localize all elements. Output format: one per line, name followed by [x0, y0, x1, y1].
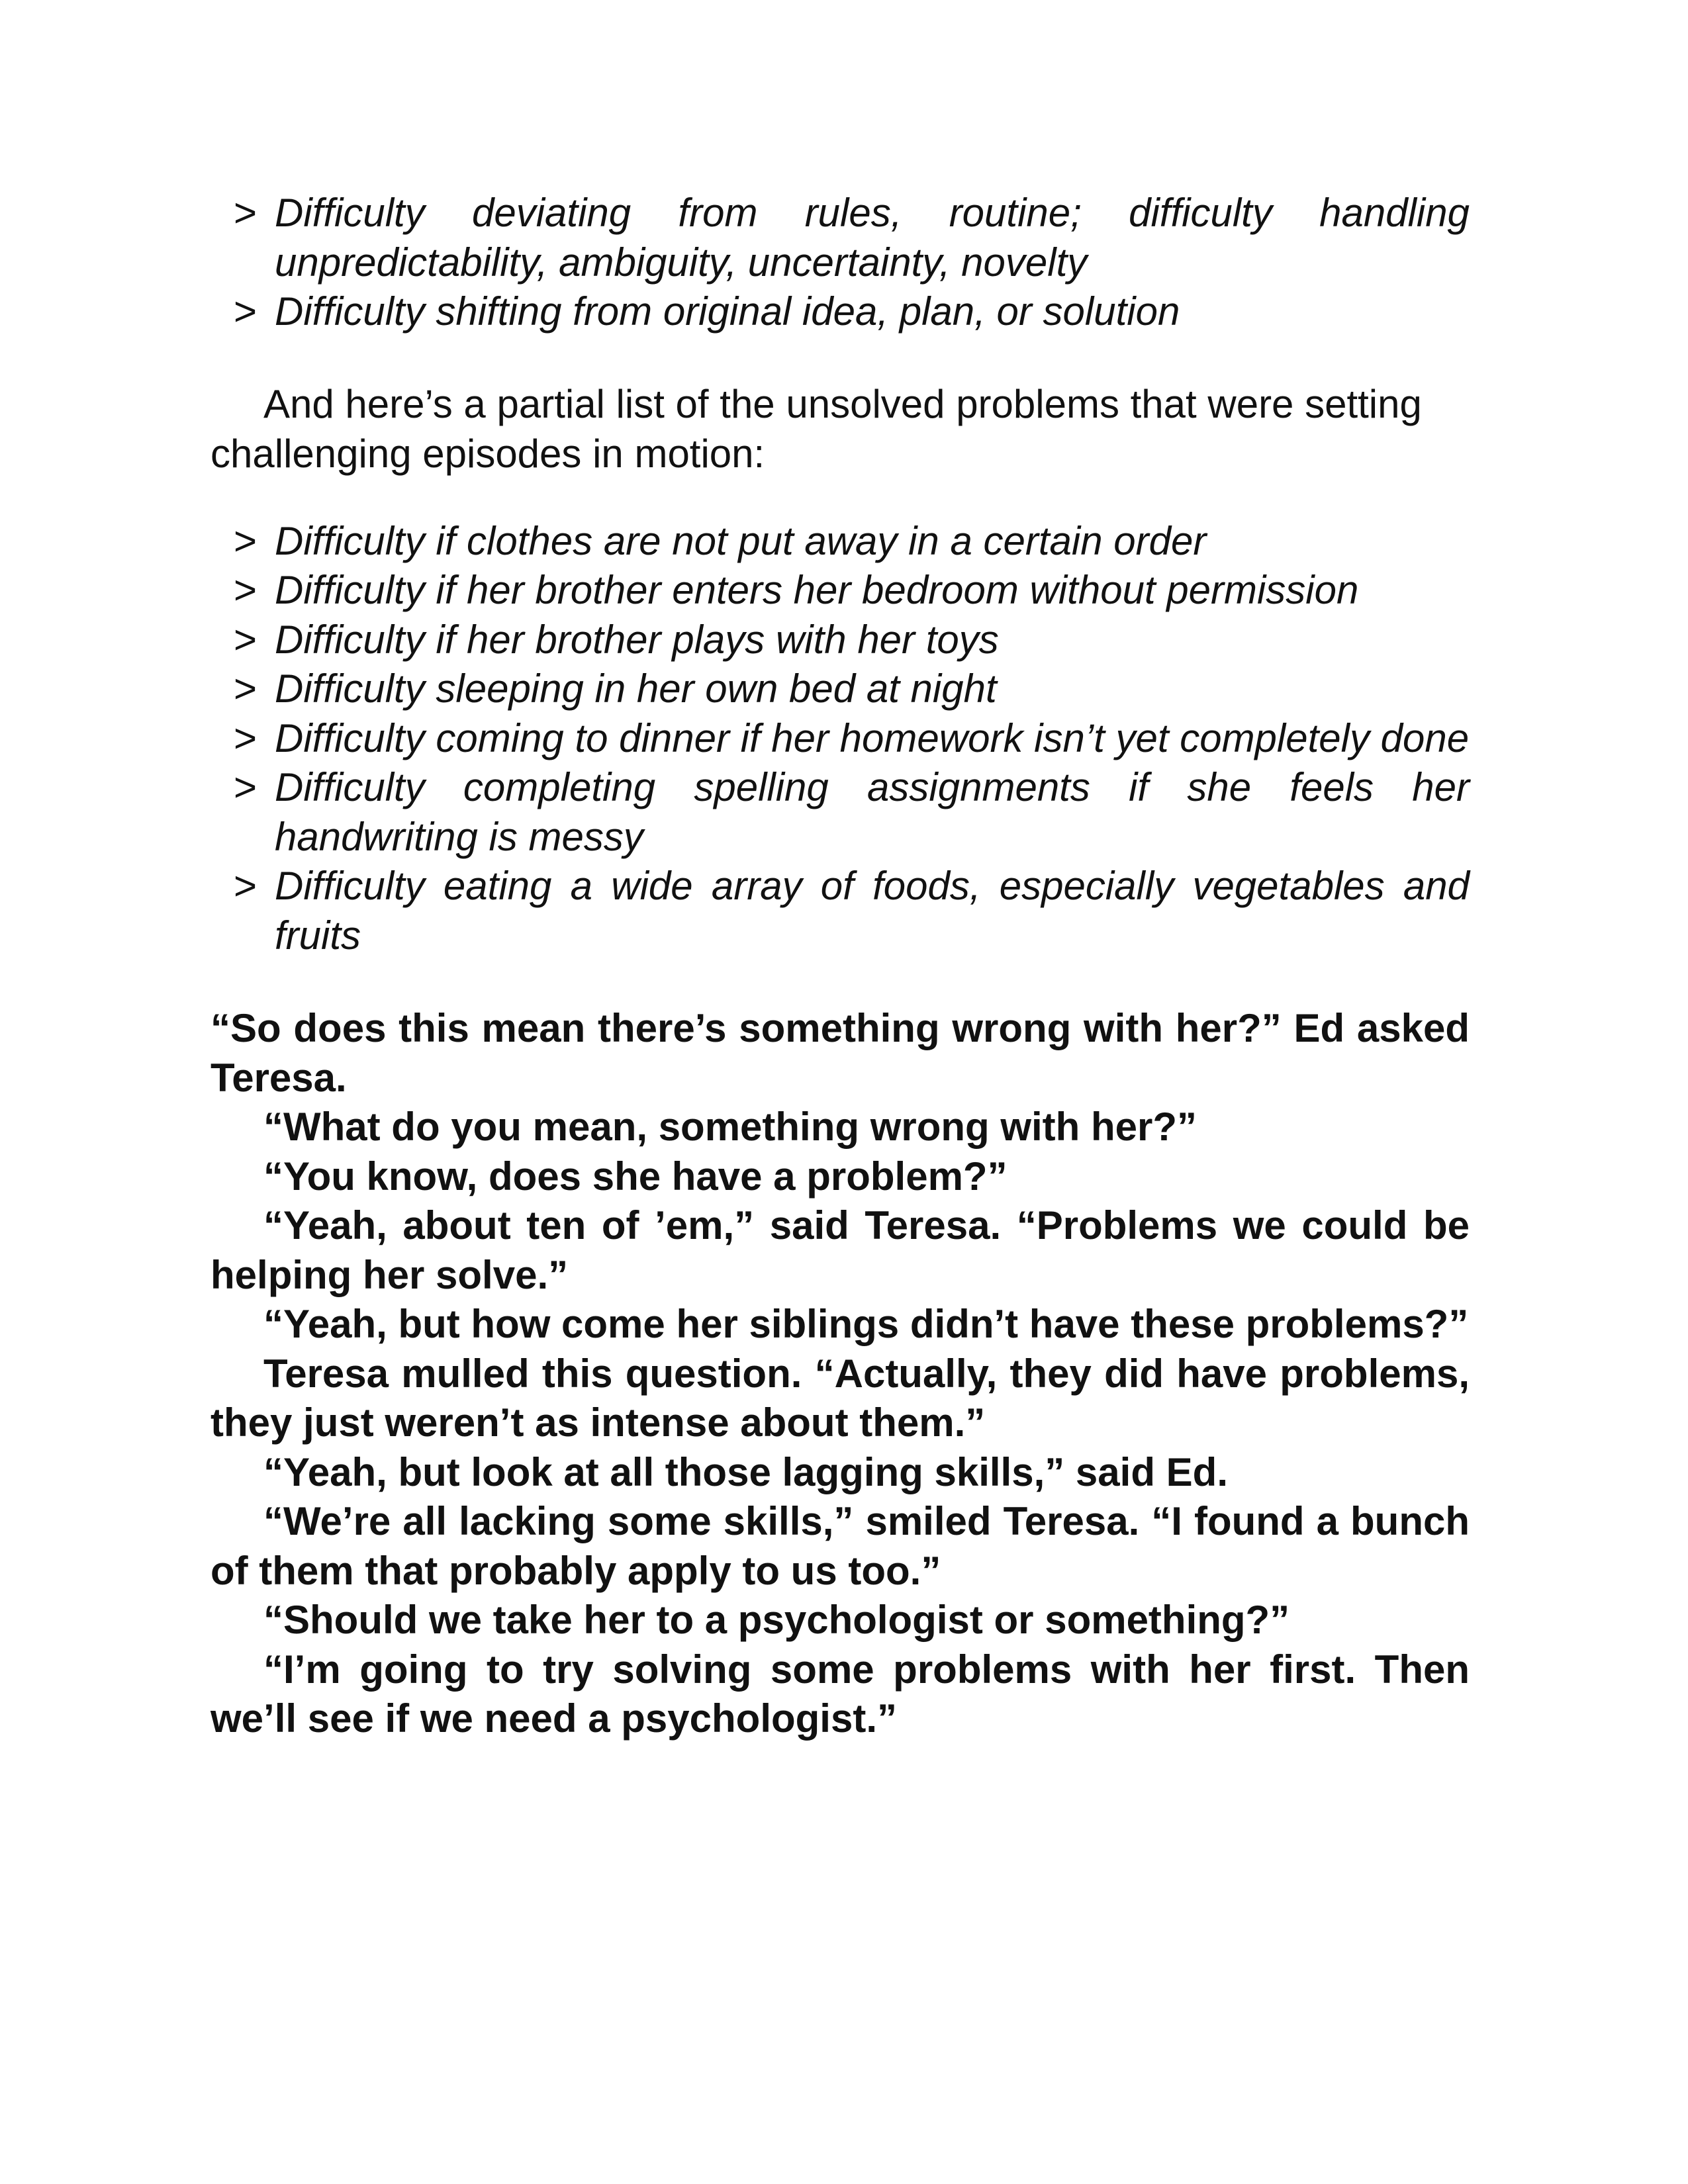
- list-item: [211, 189, 1470, 287]
- list-marker: >: [234, 617, 258, 662]
- dialogue-paragraph: “You know, does she have a problem?”: [263, 1154, 1008, 1199]
- dialogue-paragraph: “Yeah, but look at all those lagging skills,” said Ed.: [263, 1449, 1228, 1494]
- document-page: [211, 189, 1470, 1744]
- list-item: [211, 862, 1470, 960]
- list-item: [211, 664, 1470, 714]
- list-item-text: Difficulty shifting from original idea, plan, or solution: [275, 289, 1180, 334]
- list-item: [211, 517, 1470, 567]
- dialogue-paragraph: “Should we take her to a psychologist or something?”: [263, 1598, 1290, 1642]
- list-item-text: Difficulty deviating from rules, routine; difficulty handling unpredictability, ambiguity, uncertainty, novelty: [275, 191, 1470, 285]
- lagging-skills-list: [211, 189, 1470, 337]
- list-item-text: Difficulty sleeping in her own bed at night: [275, 666, 997, 711]
- list-item: [211, 763, 1470, 862]
- list-item-text: Difficulty if her brother enters her bedroom without permission: [275, 568, 1359, 612]
- list-marker: >: [234, 518, 258, 563]
- list-marker: >: [234, 191, 258, 235]
- dialogue-paragraph: “Yeah, but how come her siblings didn’t have these problems?”: [263, 1302, 1469, 1346]
- list-item: [211, 566, 1470, 615]
- dialogue-section: [211, 1004, 1470, 1744]
- list-item-text: Difficulty if her brother plays with her toys: [275, 617, 999, 662]
- dialogue-paragraph: Teresa mulled this question. “Actually, they did have problems, they just weren’t as intense about them.”: [211, 1351, 1470, 1445]
- dialogue-paragraph: “So does this mean there’s something wrong with her?” Ed asked Teresa.: [211, 1006, 1470, 1100]
- list-marker: >: [234, 715, 258, 760]
- list-marker: >: [234, 568, 258, 612]
- list-item: [211, 287, 1470, 337]
- list-item-text: Difficulty completing spelling assignments if she feels her handwriting is messy: [275, 765, 1470, 859]
- list-marker: >: [234, 289, 258, 334]
- list-marker: >: [234, 666, 258, 711]
- list-marker: >: [234, 864, 258, 908]
- dialogue-paragraph: “I’m going to try solving some problems with her first. Then we’ll see if we need a psychologist.”: [211, 1647, 1470, 1741]
- list-item-text: Difficulty if clothes are not put away in a certain order: [275, 518, 1207, 563]
- unsolved-problems-list: [211, 517, 1470, 961]
- list-marker: >: [234, 765, 258, 809]
- list-item-text: Difficulty eating a wide array of foods, especially vegetables and fruits: [275, 864, 1470, 958]
- list-item-text: Difficulty coming to dinner if her homework isn’t yet completely done: [275, 715, 1470, 760]
- intro-paragraph: And here’s a partial list of the unsolved problems that were setting challenging episodes in motion:: [211, 381, 1422, 476]
- dialogue-paragraph: “What do you mean, something wrong with her?”: [263, 1105, 1197, 1149]
- list-item: [211, 714, 1470, 764]
- dialogue-paragraph: “Yeah, about ten of ’em,” said Teresa. “Problems we could be helping her solve.”: [211, 1203, 1470, 1297]
- list-item: [211, 615, 1470, 665]
- dialogue-paragraph: “We’re all lacking some skills,” smiled Teresa. “I found a bunch of them that probably apply to us too.”: [211, 1499, 1470, 1593]
